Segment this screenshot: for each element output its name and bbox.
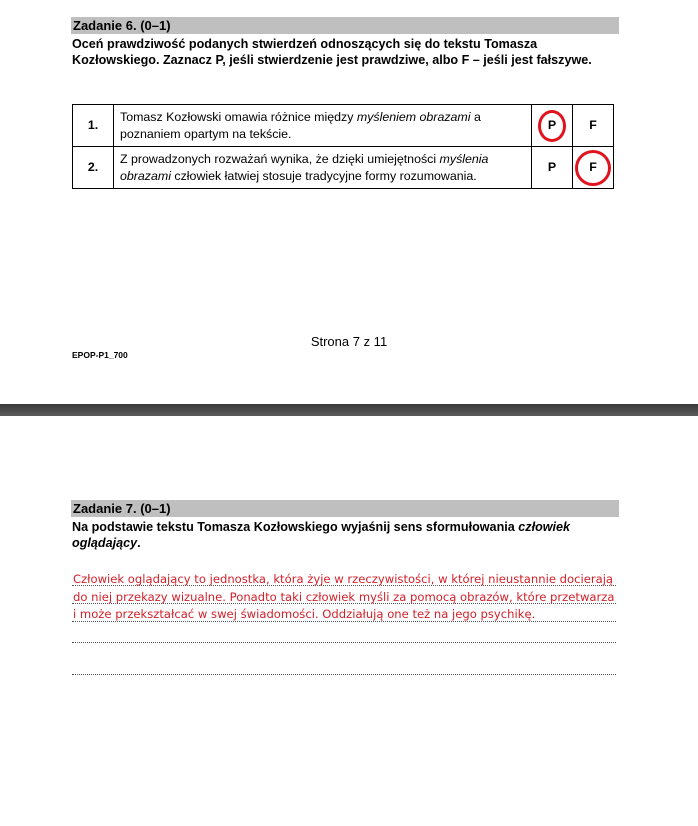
task-7-instruction: Na podstawie tekstu Tomasza Kozłowskiego wyjaśnij sens sformułowania człowiek oglądający. bbox=[72, 520, 571, 550]
answer-line bbox=[72, 642, 616, 643]
option-p[interactable]: P bbox=[532, 105, 573, 147]
row-number: 2. bbox=[73, 147, 114, 189]
statement-text: Tomasz Kozłowski omawia różnice między myśleniem obrazami a poznaniem opartym na tekście. bbox=[114, 105, 532, 147]
task-6-instruction: Oceń prawdziwość podanych stwierdzeń odnoszących się do tekstu Tomasza Kozłowskiego. Zaznacz P, jeśli stwierdzenie jest prawdziwe, albo F – jeśli jest fałszywe. bbox=[72, 37, 592, 67]
page-separator bbox=[0, 404, 698, 416]
table-row bbox=[73, 105, 614, 147]
task-6-title: Zadanie 6. (0–1) bbox=[71, 17, 619, 34]
document-code: EPOP-P1_700 bbox=[72, 350, 128, 360]
statement-text: Z prowadzonych rozważań wynika, że dzięki umiejętności myślenia obrazami człowiek łatwiej stosuje tradycyjne formy rozumowania. bbox=[114, 147, 532, 189]
table-row bbox=[73, 147, 614, 189]
option-f[interactable]: F bbox=[573, 147, 614, 189]
page-number: Strona 7 z 11 bbox=[310, 334, 388, 349]
row-number: 1. bbox=[73, 105, 114, 147]
true-false-table bbox=[72, 104, 614, 189]
answer-line bbox=[72, 674, 616, 675]
option-f[interactable]: F bbox=[573, 105, 614, 147]
handwritten-answer[interactable]: Człowiek oglądający to jednostka, która żyje w rzeczywistości, w której nieustannie docierają do niej przekazy wizualne. Ponadto taki człowiek myśli za pomocą obrazów, które przetwarza i może przekształcać w swej świadomości. Oddziałują one też na jego psychikę. bbox=[73, 572, 615, 621]
task-7-title: Zadanie 7. (0–1) bbox=[71, 500, 619, 517]
option-p[interactable]: P bbox=[532, 147, 573, 189]
page-7 bbox=[0, 0, 698, 404]
